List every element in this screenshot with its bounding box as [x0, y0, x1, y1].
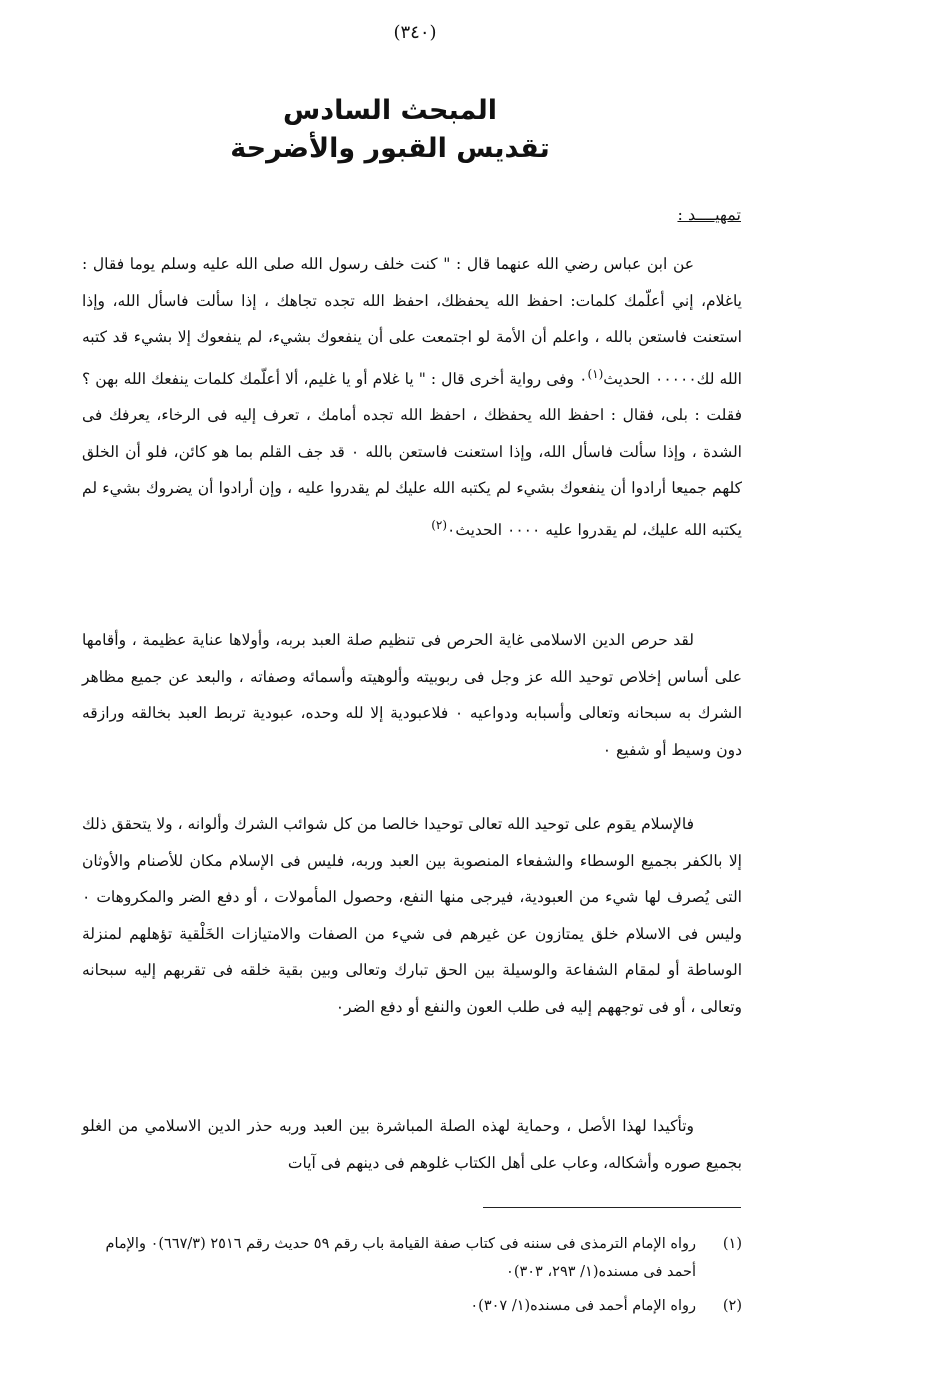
- paragraph-4: [82, 1108, 742, 1181]
- footnote-1-number: (١): [722, 1236, 742, 1252]
- footnote-2-text: رواه الإمام أحمد فى مسنده(١/ ٣٠٧)٠: [470, 1298, 696, 1314]
- footnotes: [82, 1230, 742, 1326]
- paragraph-1-part-1: عن ابن عباس رضي الله عنهما قال : " كنت خلف رسول الله صلى الله عليه وسلم يوما فقال : ياغلام، إني أعلّمك كلمات: احفظ الله يحفظك، احفظ الله تجده تجاهك ، إذا سألت فاسأل الله، وإذا استعنت فاستعن بالله ، واعلم أن الأمة لو اجتمعت على أن ينفعوك بشيء، لم ينفعوك إلا بشيء قد كتبه الله لك٠٠٠٠٠ الحديث: [82, 255, 742, 388]
- paragraph-1-text: [82, 246, 742, 548]
- footnote-2: [82, 1292, 742, 1320]
- paragraph-2: [82, 622, 742, 768]
- footnote-ref-1: (١): [587, 366, 604, 381]
- title-line-1: المبحث السادس: [282, 95, 498, 126]
- paragraph-2-text: لقد حرص الدين الاسلامى غاية الحرص فى تنظيم صلة العبد بربه، وأولاها عناية عظيمة ، وأقامها على أساس إخلاص توحيد الله عز وجل فى ربوبيته وألوهيته وأسمائه وصفاته ، والبعد عن جميع مظاهر الشرك به سبحانه وتعالى وأسبابه ودواعيه ٠ فلاعبودية إلا لله وحده، عبودية تربط العبد بخالقه ورازقه دون وسيط أو شفيع ٠: [82, 631, 742, 759]
- intro-heading: تمهيــــد :: [677, 205, 741, 224]
- paragraph-1: [82, 246, 742, 548]
- footnote-ref-2: (٢): [431, 517, 448, 532]
- footnote-1: [82, 1230, 742, 1286]
- paragraph-3: [82, 806, 742, 1025]
- footnote-2-number: (٢): [722, 1298, 742, 1314]
- paragraph-3-text: فالإسلام يقوم على توحيد الله تعالى توحيدا خالصا من كل شوائب الشرك وألوانه ، ولا يتحقق ذلك إلا بالكفر بجميع الوسطاء والشفعاء المنصوبة بين العبد وربه، فليس فى الإسلام مكان للأصنام والأوثان التى يُصرف لها شيء من العبودية، فيرجى منها النفع، وحصول المأمولات ، أو دفع الضر والمكروهات ٠ وليس فى الاسلام خلق يمتازون عن غيرهم فى شيء من الصفات والامتيازات الخَلْقية تؤهلهم لمنزلة الوساطة أو لمقام الشفاعة والوسيلة بين الحق تبارك وتعالى وبين بقية خلقه فى تقربهم إليه سبحانه وتعالى ، أو فى توجههم إليه فى طلب العون والنفع أو دفع الضر٠: [82, 815, 742, 1016]
- footnote-1-text: رواه الإمام الترمذى فى سننه فى كتاب صفة القيامة باب رقم ٥٩ حديث رقم ٢٥١٦ (٦٦٧/٣)٠ والإمام أحمد فى مسنده(١/ ٢٩٣، ٣٠٣)٠: [105, 1236, 696, 1280]
- footnote-divider: [483, 1207, 741, 1208]
- paragraph-1-part-2: ٠ وفى رواية أخرى قال : " يا غلام أو يا غليم، ألا أعلّمك كلمات ينفعك الله بهن ؟ فقلت : بلى، فقال : احفظ الله يحفظك ، احفظ الله تجده أمامك ، تعرف إليه فى الرخاء، يعرفك فى الشدة ، وإذا سألت فاسأل الله، وإذا استعنت فاستعن بالله ٠ قد جف القلم بما هو كائن، فلو أن الخلق كلهم جميعا أرادوا أن ينفعوك بشيء لم يكتبه الله عليك لم يقدروا عليه ، وإن أرادوا أن يضروك بشيء لم يكتبه الله عليك، لم يقدروا عليه ٠٠٠٠ الحديث٠: [82, 369, 742, 539]
- title-line-2: تقديس القبور والأضرحة: [230, 133, 550, 164]
- chapter-title: [0, 92, 780, 168]
- page-number: (٣٤٠): [393, 22, 437, 43]
- paragraph-4-text: وتأكيدا لهذا الأصل ، وحماية لهذه الصلة المباشرة بين العبد وربه حذر الدين الاسلامي من الغلو بجميع صوره وأشكاله، وعاب على أهل الكتاب غلوهم فى دينهم فى آيات: [82, 1117, 742, 1172]
